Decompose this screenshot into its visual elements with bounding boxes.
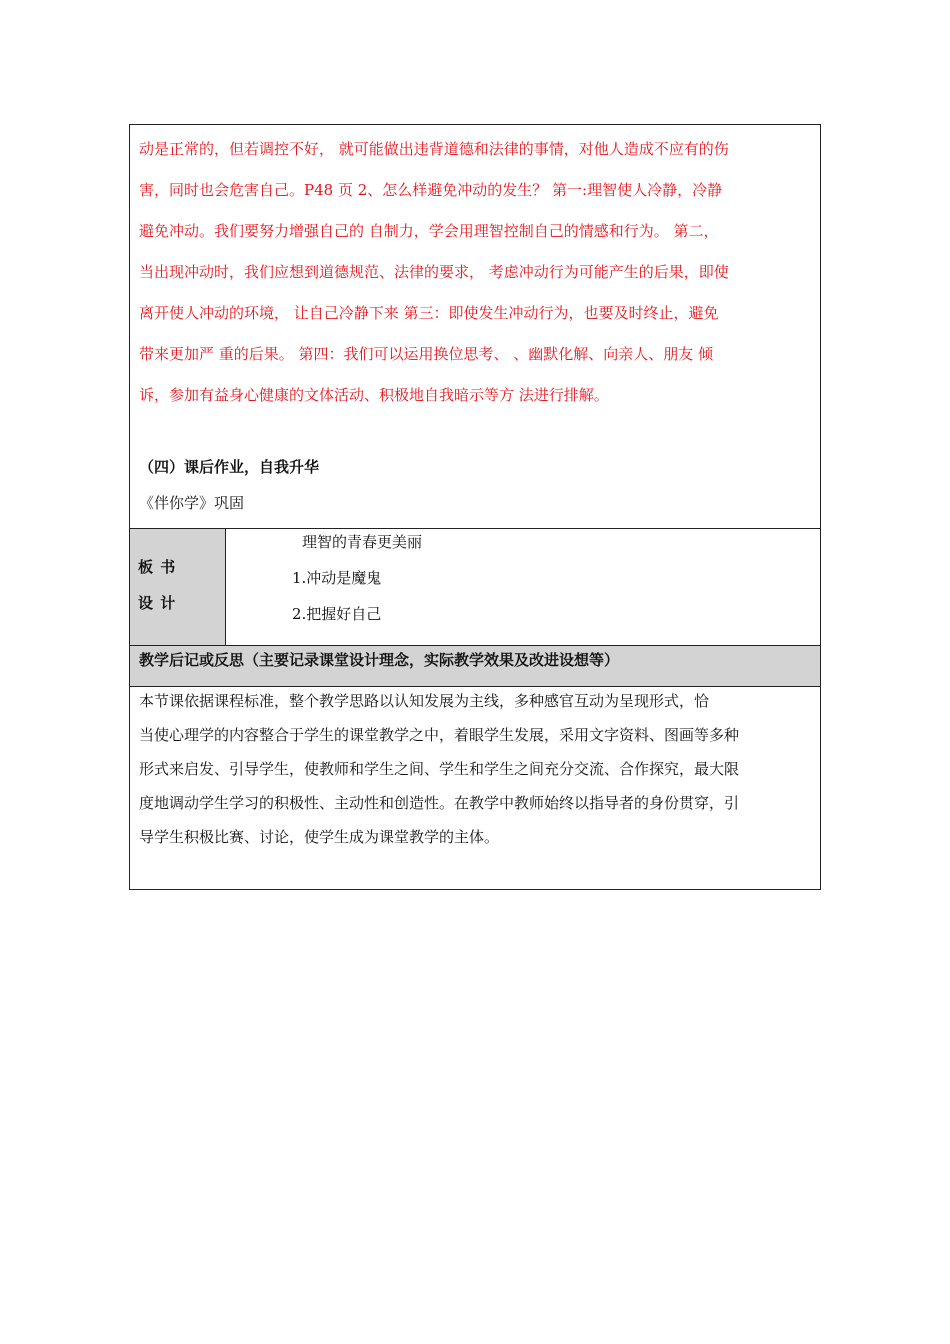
board-item: 1.冲动是魔鬼 bbox=[292, 569, 382, 587]
homework-text: 《伴你学》巩固 bbox=[139, 494, 245, 512]
board-item: 2.把握好自己 bbox=[292, 605, 382, 623]
column-divider-board bbox=[225, 528, 226, 645]
text-line: 度地调动学生学习的积极性、主动性和创造性。在教学中教师始终以指导者的身份贯穿，引 bbox=[139, 794, 740, 812]
text-line: 当出现冲动时，我们应想到道德规范、法律的要求， 考虑冲动行为可能产生的后果，即使 bbox=[139, 263, 729, 281]
text-line: 本节课依据课程标准，整个教学思路以认知发展为主线，多种感官互动为呈现形式，恰 bbox=[139, 692, 710, 710]
text-line: 诉，参加有益身心健康的文体活动、积极地自我暗示等方 法进行排解。 bbox=[139, 386, 609, 404]
text-line: 动是正常的，但若调控不好， 就可能做出违背道德和法律的事情，对他人造成不应有的伤 bbox=[139, 140, 729, 158]
reflection-heading: 教学后记或反思（主要记录课堂设计理念，实际教学效果及改进设想等） bbox=[139, 651, 620, 669]
board-label-cell bbox=[130, 529, 225, 645]
continuation-paragraph bbox=[139, 129, 809, 416]
reflection-paragraph bbox=[139, 684, 814, 854]
text-line: 离开使人冲动的环境， 让自己冷静下来 第三：即使发生冲动行为，也要及时终止，避免 bbox=[139, 304, 719, 322]
text-line: 害，同时也会危害自己。P48 页 2、怎么样避免冲动的发生？ 第一:理智使人冷静，冷静 bbox=[139, 181, 723, 199]
text-line: 导学生积极比赛、讨论，使学生成为课堂教学的主体。 bbox=[139, 828, 500, 846]
text-line: 当使心理学的内容整合于学生的课堂教学之中，着眼学生发展，采用文字资料、图画等多种 bbox=[139, 726, 740, 744]
board-title: 理智的青春更美丽 bbox=[302, 533, 423, 551]
board-label-line1: 板 书 bbox=[138, 558, 177, 576]
text-line: 形式来启发、引导学生，使教师和学生之间、学生和学生之间充分交流、合作探究，最大限 bbox=[139, 760, 740, 778]
section-heading-homework: （四）课后作业，自我升华 bbox=[139, 458, 320, 476]
board-label-line2: 设 计 bbox=[138, 594, 177, 612]
text-line: 避免冲动。我们要努力增强自己的 自制力，学会用理智控制自己的情感和行为。 第二， bbox=[139, 222, 719, 240]
row-divider-board bbox=[129, 528, 821, 529]
text-line: 带来更加严 重的后果。 第四：我们可以运用换位思考、 、幽默化解、向亲人、朋友 倾 bbox=[139, 345, 714, 363]
